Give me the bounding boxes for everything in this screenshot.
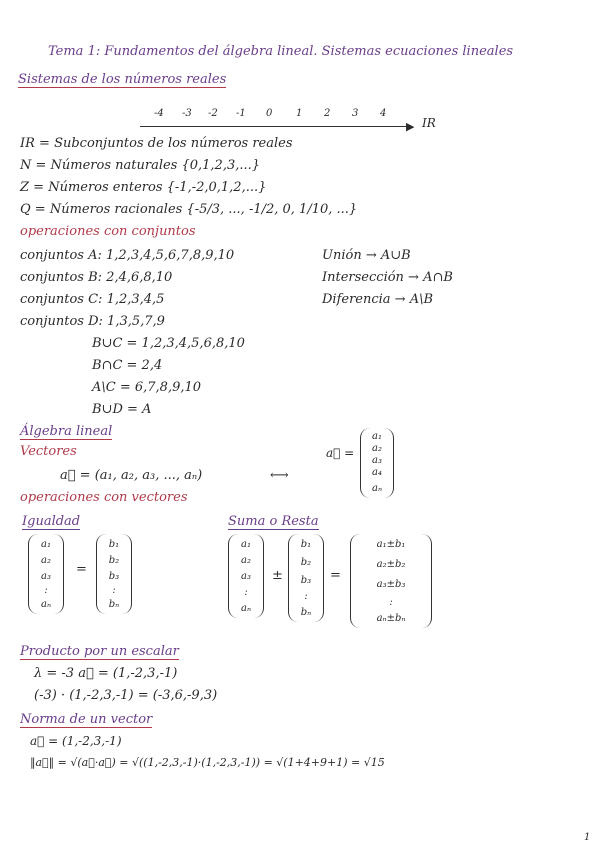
section-heading-ops-vectores: operaciones con vectores: [20, 490, 188, 505]
plus-minus-sign: ±: [272, 568, 283, 583]
double-arrow-icon: ⟷: [270, 468, 289, 483]
matrix-entry: b₂: [300, 557, 312, 568]
section-heading-reales: Sistemas de los números reales: [18, 72, 227, 87]
matrix-a-sum: [228, 534, 264, 618]
matrix-entry: bₙ: [300, 607, 312, 618]
vector-entry: a₁: [372, 431, 382, 442]
definition-line: IR = Subconjuntos de los números reales: [20, 136, 293, 151]
tick-label: 2: [324, 108, 331, 119]
result-line: B∪C = 1,2,3,4,5,6,8,10: [92, 336, 245, 351]
definition-line: Z = Números enteros {-1,-2,0,1,2,...}: [20, 180, 267, 195]
tick-label: 3: [352, 108, 359, 119]
vector-entry: a₃: [372, 455, 382, 466]
matrix-entry: a₂: [241, 555, 251, 566]
matrix-entry: b₃: [108, 571, 120, 582]
section-heading-vectores: Vectores: [20, 444, 77, 459]
section-heading-conjuntos: operaciones con conjuntos: [20, 224, 196, 239]
set-line: conjuntos A: 1,2,3,4,5,6,7,8,9,10: [20, 248, 235, 263]
matrix-entry: aₙ±bₙ: [376, 613, 406, 624]
result-line: A\C = 6,7,8,9,10: [92, 380, 202, 395]
page-title: Tema 1: Fundamentos del álgebra lineal. Sistemas ecuaciones lineales: [48, 44, 514, 59]
matrix-entry: b₁: [108, 539, 120, 550]
matrix-result-sum: [350, 534, 432, 628]
definition-line: N = Números naturales {0,1,2,3,...}: [20, 158, 261, 173]
column-vector-label: a⃗ =: [326, 446, 355, 460]
matrix-entry: a₂: [41, 555, 51, 566]
vector-entry: a₂: [372, 443, 382, 454]
norma-line: ‖a⃗‖ = √(a⃗·a⃗) = √((1,-2,3,-1)·(1,-2,3,-1)) = √(1+4+9+1) = √15: [30, 756, 385, 769]
matrix-entry: a₃±b₃: [376, 579, 406, 590]
set-line: conjuntos D: 1,3,5,7,9: [20, 314, 165, 329]
vector-entry: a₄: [372, 467, 382, 478]
section-heading-algebra: Álgebra lineal: [20, 424, 113, 439]
matrix-entry: bₙ: [108, 599, 120, 610]
matrix-entry: a₃: [241, 571, 251, 582]
matrix-entry: a₃: [41, 571, 51, 582]
matrix-entry: a₁: [241, 539, 251, 550]
number-line-arrow-icon: ▶: [406, 120, 415, 133]
matrix-entry: a₁±b₁: [376, 539, 406, 550]
equals-sign: =: [76, 562, 87, 577]
tick-label: 0: [266, 108, 273, 119]
set-op-line: Intersección → A∩B: [322, 270, 453, 285]
matrix-entry: b₃: [300, 575, 312, 586]
tick-label: 4: [380, 108, 387, 119]
tick-label: -1: [236, 108, 246, 119]
matrix-entry: a₁: [41, 539, 51, 550]
producto-line: λ = -3 a⃗ = (1,-2,3,-1): [34, 666, 178, 681]
result-line: B∩C = 2,4: [92, 358, 163, 373]
matrix-entry: :: [44, 585, 48, 596]
set-line: conjuntos B: 2,4,6,8,10: [20, 270, 173, 285]
matrix-entry: b₁: [300, 539, 312, 550]
number-line-label: IR: [422, 116, 436, 130]
vector-entry: aₙ: [371, 483, 382, 494]
number-line-axis: [140, 126, 410, 127]
definition-line: Q = Números racionales {-5/3, ..., -1/2, 0, 1/10, ...}: [20, 202, 358, 217]
matrix-entry: :: [304, 591, 308, 602]
vector-definition: a⃗ = (a₁, a₂, a₃, ..., aₙ): [60, 468, 203, 483]
heading-igualdad: Igualdad: [22, 514, 81, 529]
equals-sign: =: [330, 568, 341, 583]
number-line: [140, 108, 440, 134]
producto-line: (-3) · (1,-2,3,-1) = (-3,6,-9,3): [34, 688, 218, 703]
matrix-entry: aₙ: [240, 603, 251, 614]
matrix-entry: aₙ: [40, 599, 51, 610]
set-op-line: Unión → A∪B: [322, 248, 411, 263]
tick-label: -2: [208, 108, 218, 119]
matrix-entry: a₂±b₂: [376, 559, 406, 570]
column-vector: [360, 428, 394, 498]
matrix-entry: b₂: [108, 555, 120, 566]
matrix-entry: :: [244, 587, 248, 598]
result-line: B∪D = A: [92, 402, 152, 417]
heading-norma-vector: Norma de un vector: [20, 712, 153, 727]
tick-label: -4: [154, 108, 164, 119]
matrix-entry: :: [112, 585, 116, 596]
heading-suma-resta: Suma o Resta: [228, 514, 319, 529]
tick-label: -3: [182, 108, 192, 119]
page-number: 1: [584, 832, 591, 843]
matrix-b: [96, 534, 132, 614]
matrix-entry: :: [389, 597, 393, 608]
matrix-a: [28, 534, 64, 614]
heading-producto-escalar: Producto por un escalar: [20, 644, 179, 659]
tick-label: 1: [296, 108, 303, 119]
set-op-line: Diferencia → A\B: [322, 292, 434, 307]
norma-line: a⃗ = (1,-2,3,-1): [30, 734, 122, 748]
set-line: conjuntos C: 1,2,3,4,5: [20, 292, 165, 307]
matrix-b-sum: [288, 534, 324, 622]
